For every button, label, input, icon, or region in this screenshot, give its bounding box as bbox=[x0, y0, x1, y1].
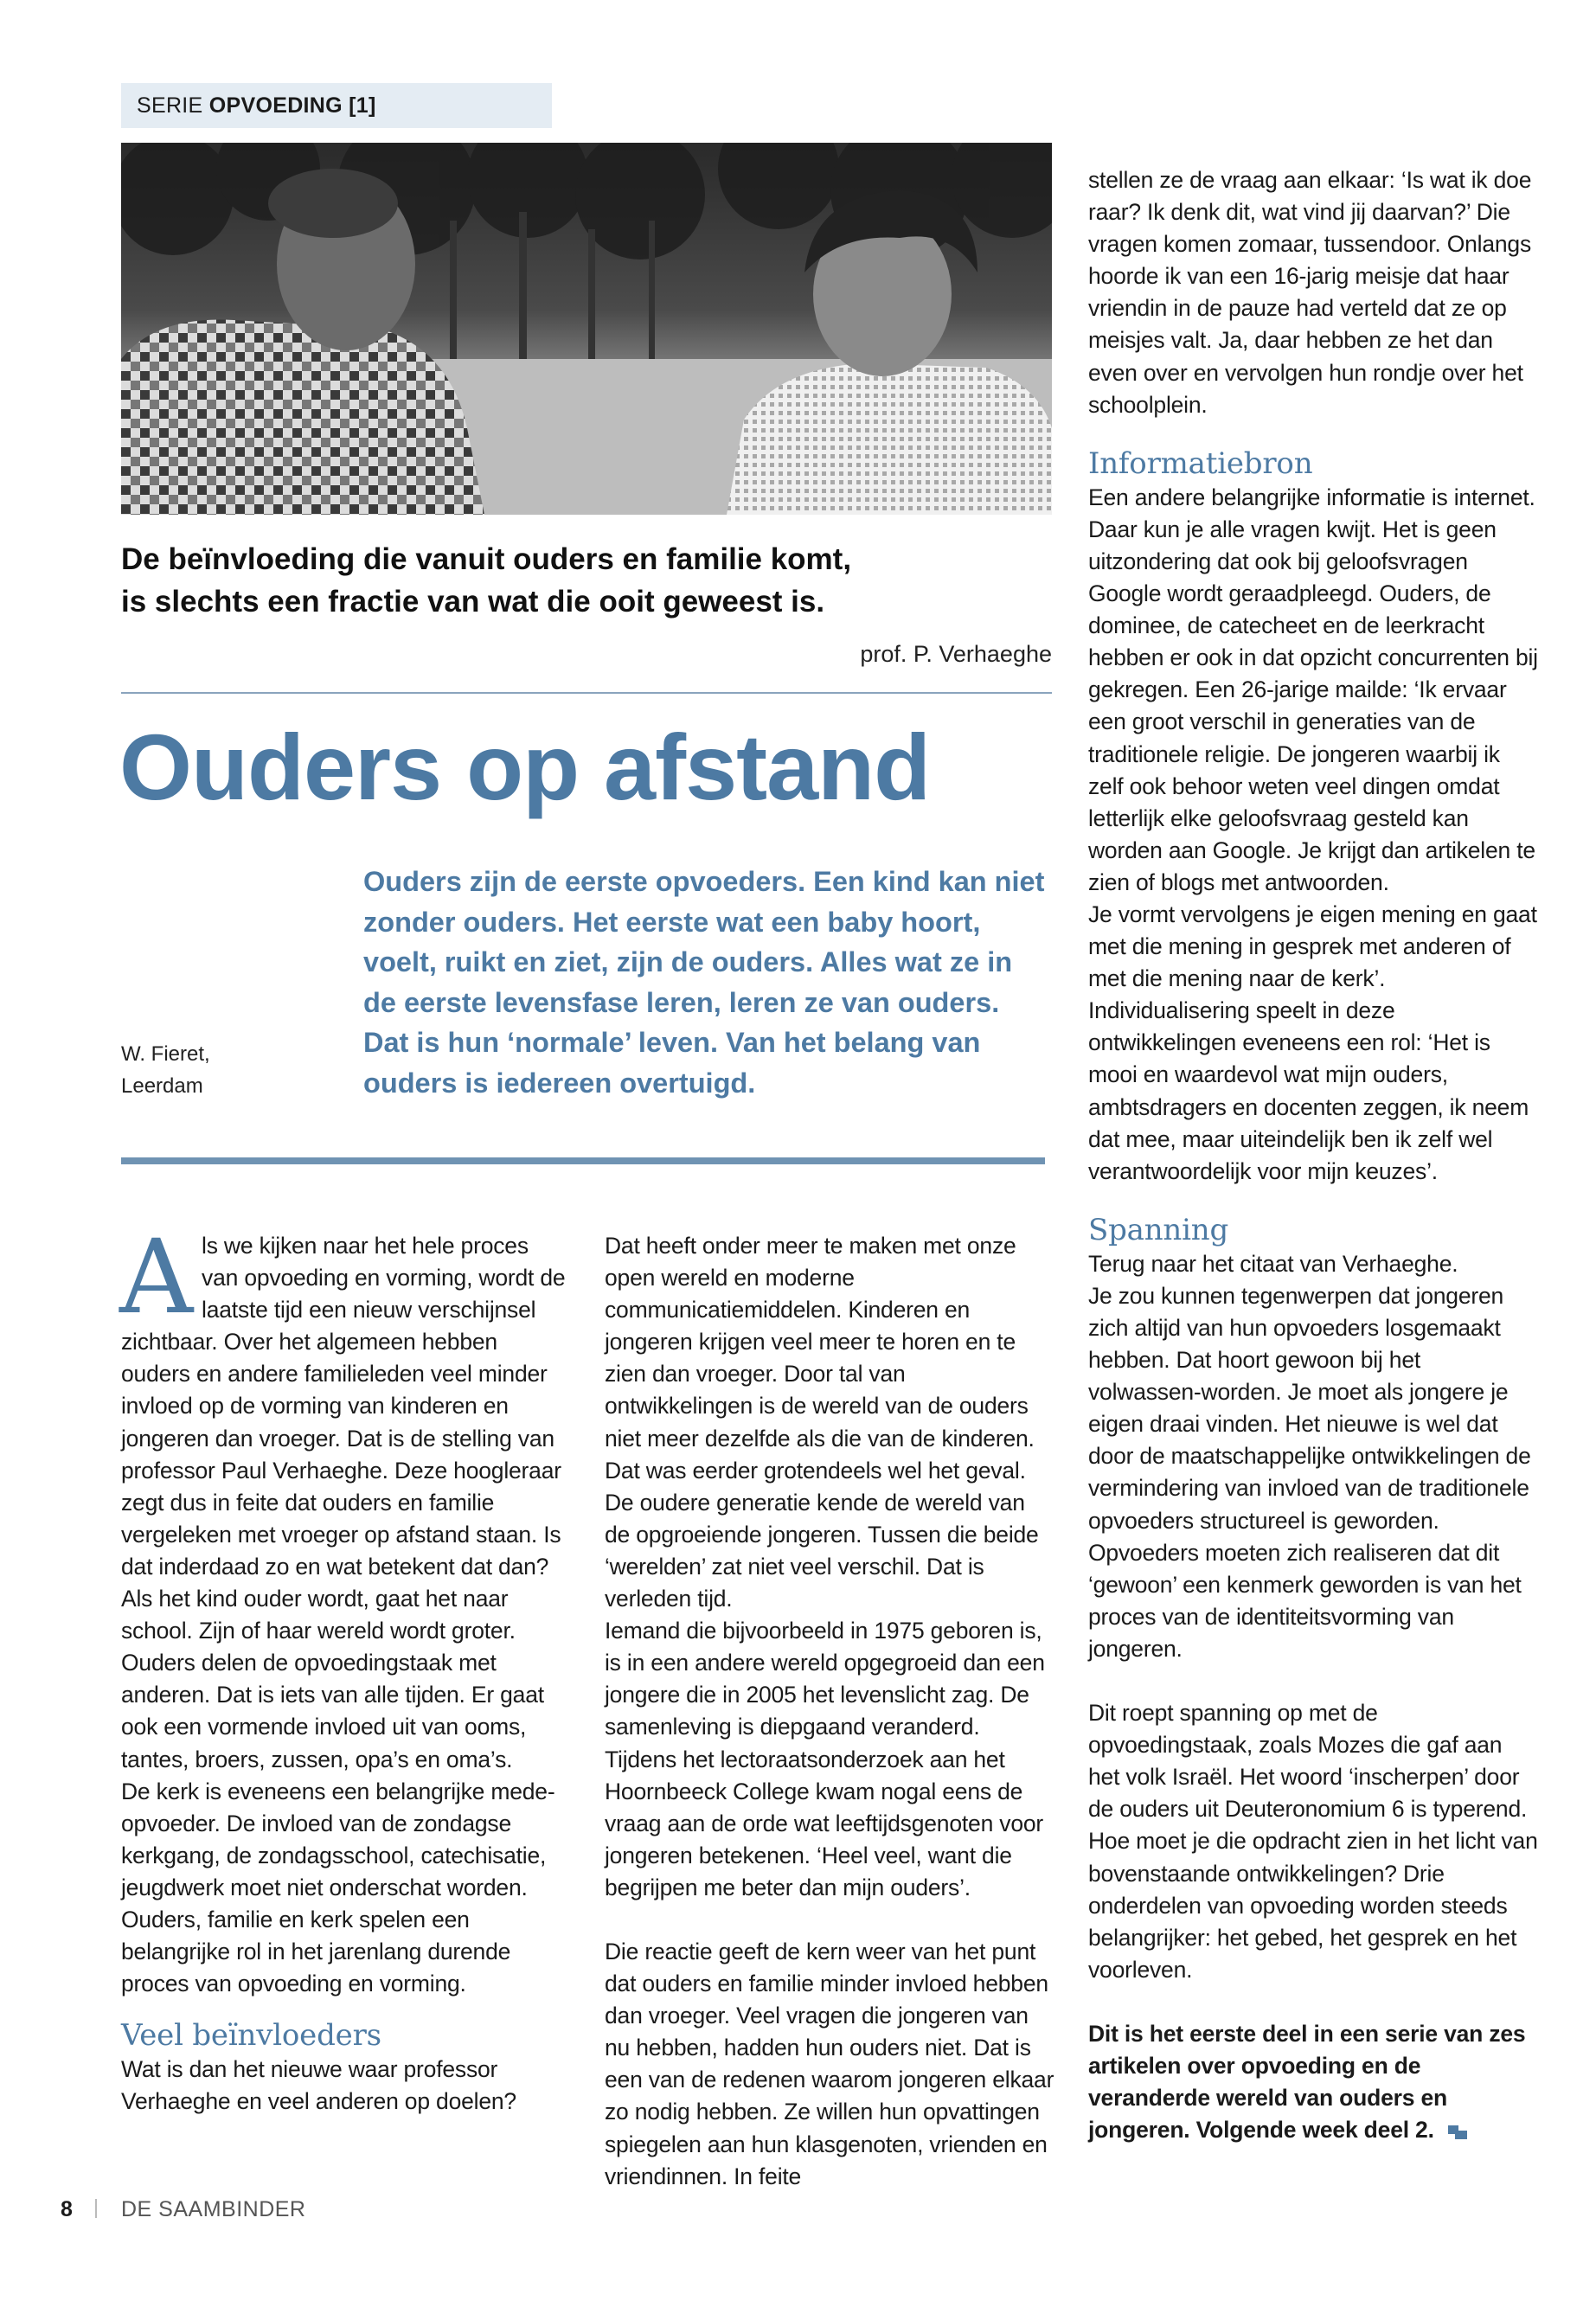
paragraph: Dat heeft onder meer te maken met onze open wereld en moderne communicatiemiddelen. Kinderen en jongeren krijgen veel meer te horen en te zien dan vroeger. Door tal van ontwikkelingen is de wereld van de ouders niet meer dezelfde als die van de kinderen. Dat was eerder grotendeels wel het geval. De oudere generatie kende de wereld van de opgroeiende jongeren. Tussen die beide ‘werelden’ zat niet veel verschil. Dat is verleden tijd. bbox=[605, 1233, 1039, 1612]
divider-thick bbox=[121, 1157, 1045, 1164]
paragraph: Als we kijken naar het hele proces van opvoeding en vorming, wordt de laatste tijd een nieuw verschijnsel zichtbaar. Over het algemeen hebben ouders en andere familieleden veel minder invloed op de vorming van kinderen en jongeren dan vroeger. Dat is de stelling van professor Paul Verhaeghe. Deze hoogleraar zegt dus in feite dat ouders en familie vergeleken met vroeger op afstand staan. Is dat inderdaad zo en wat betekent dat dan? bbox=[119, 1217, 566, 1580]
paragraph: Die reactie geeft de kern weer van het punt dat ouders en familie minder invloed hebben dan vroeger. Veel vragen die jongeren van nu hebben, hadden hun ouders niet. Dat is een van de redenen waarom jongeren elkaar zo nodig hebben. Ze willen hun opvattingen spiegelen aan hun klasgenoten, vrienden en vriendinnen. In feite bbox=[605, 1938, 1054, 2189]
paragraph: Terug naar het citaat van Verhaeghe. bbox=[1088, 1250, 1458, 1277]
article-lead: Ouders zijn de eerste opvoeders. Een kind kan niet zonder ouders. Het eerste wat een baby hoort, voelt, ruikt en ziet, zijn de ouders. Alles wat ze in de eerste levensfase leren, leren ze van ouders. Dat is hun ‘normale’ leven. Van het belang van ouders is iedereen overtuigd. bbox=[363, 866, 1045, 1099]
article-photo bbox=[121, 143, 1052, 515]
paragraph: Individualisering speelt in deze ontwikkelingen eveneens een rol: ‘Het is mooi en waardevol wat mijn ouders, ambtsdragers en docenten zeggen, ik neem dat mee, maar uiteindelijk ben ik zelf wel verantwoordelijk voor mijn keuzes’. bbox=[1088, 997, 1529, 1184]
end-mark-icon bbox=[1446, 2122, 1469, 2141]
divider-thin bbox=[121, 692, 1052, 694]
paragraph: Dit roept spanning op met de opvoedingstaak, zoals Mozes die gaf aan het volk Israël. Het woord ‘inscherpen’ door de ouders uit Deuteronomium 6 is typerend. Hoe moet je die opdracht zien in het licht van bovenstaande ontwikkelingen? Drie onderdelen van opvoeding worden steeds belangrijker: het gebed, het gesprek en het voorleven. bbox=[1088, 1700, 1538, 1983]
pull-quote-line-2: is slechts een fractie van wat die ooit geweest is. bbox=[121, 585, 825, 619]
paragraph: Een andere belangrijke informatie is internet. Daar kun je alle vragen kwijt. Het is geen uitzondering dat ook bij geloofsvragen Google wordt geraadpleegd. Ouders, de dominee, de catecheet en de leerkracht hebben er ook in dat opzicht concurrenten bij gekregen. Een 26-jarige mailde: ‘Ik ervaar een groot verschil in generaties van de traditionele religie. De jongeren waarbij ik zelf ook behoor weten veel dingen omdat letterlijk elke geloofsvraag gesteld kan worden aan Google. Je krijgt dan artikelen te zien of blogs met antwoorden. bbox=[1088, 484, 1538, 895]
paragraph: Als het kind ouder wordt, gaat het naar school. Zijn of haar wereld wordt groter. Ouders delen de opvoedingstaak met anderen. Dat is iets van alle tijden. Er gaat ook een vormende invloed uit van ooms, tantes, broers, zussen, opa’s en oma’s. bbox=[121, 1586, 544, 1772]
paragraph: De kerk is eveneens een belangrijke mede-opvoeder. De invloed van de zondagse kerkgang, de zondagsschool, catechisatie, jeugdwerk moet niet onderschat worden. Ouders, familie en kerk spelen een belangrijke rol in het jarenlang durende proces van opvoeding en vorming. bbox=[121, 1778, 555, 1997]
author-place: Leerdam bbox=[121, 1074, 203, 1098]
paragraph: stellen ze de vraag aan elkaar: ‘Is wat ik doe raar? Ik denk dit, wat vind jij daarvan?’ Die vragen komen zomaar, tussendoor. Onlangs hoorde ik van een 16-jarig meisje dat haar vriendin in de pauze had verteld dat ze op meisjes valt. Ja, daar hebben ze het dan even over en vervolgen hun rondje over het schoolplein. bbox=[1088, 167, 1532, 418]
subheading: Spanning bbox=[1088, 1212, 1229, 1247]
author-name: W. Fieret, bbox=[121, 1042, 210, 1066]
closing-note: Dit is het eerste deel in een serie van zes artikelen over opvoeding en de veranderde wereld van ouders en jongeren. Volgende week deel 2. bbox=[1088, 2020, 1526, 2144]
body-column-2 bbox=[605, 1230, 1054, 2193]
paragraph: Wat is dan het nieuwe waar professor Verhaeghe en veel anderen op doelen? bbox=[121, 2056, 516, 2115]
pull-quote-line-1: De beïnvloeding die vanuit ouders en familie komt, bbox=[121, 542, 852, 576]
drop-cap: A bbox=[119, 1217, 194, 1336]
subheading: Veel beïnvloeders bbox=[121, 2018, 381, 2054]
paragraph: Je zou kunnen tegenwerpen dat jongeren zich altijd van hun opvoeders losgemaakt hebben. Dat hoort gewoon bij het volwassen-worden. Je moet als jongere je eigen draai vinden. Het nieuwe is wel dat door de maatschappelijke ontwikkelingen de vermindering van invloed van de traditionele opvoeders structureel is geworden. Opvoeders moeten zich realiseren dat dit ‘gewoon’ een kenmerk geworden is van het proces van de identiteitsvorming van jongeren. bbox=[1088, 1282, 1531, 1662]
article-headline: Ouders op afstand bbox=[119, 715, 931, 819]
paragraph: Iemand die bijvoorbeeld in 1975 geboren is, is in een andere wereld opgegroeid dan een jongere die in 2005 het levenslicht zag. De samenleving is diepgaand veranderd. Tijdens het lectoraatsonderzoek aan het Hoornbeeck College kwam nogal eens de vraag aan de orde wat leeftijdsgenoten voor jongeren betekenen. ‘Heel veel, want die begrijpen me beter dan mijn ouders’. bbox=[605, 1618, 1045, 1900]
pull-quote bbox=[121, 538, 1052, 623]
paragraph: Je vormt vervolgens je eigen mening en gaat met die mening in gesprek met anderen of met die mening naar de kerk’. bbox=[1088, 901, 1537, 992]
magazine-name: DE SAAMBINDER bbox=[121, 2197, 306, 2221]
body-column-1 bbox=[119, 1217, 571, 2118]
quote-attribution: prof. P. Verhaeghe bbox=[860, 641, 1052, 667]
page-number: 8 bbox=[61, 2197, 73, 2221]
series-label: SERIE OPVOEDING [1] bbox=[137, 93, 376, 118]
body-column-3 bbox=[1088, 164, 1538, 2146]
subheading: Informatiebron bbox=[1088, 445, 1313, 481]
footer-separator bbox=[95, 2199, 97, 2218]
author-byline bbox=[121, 1038, 210, 1102]
